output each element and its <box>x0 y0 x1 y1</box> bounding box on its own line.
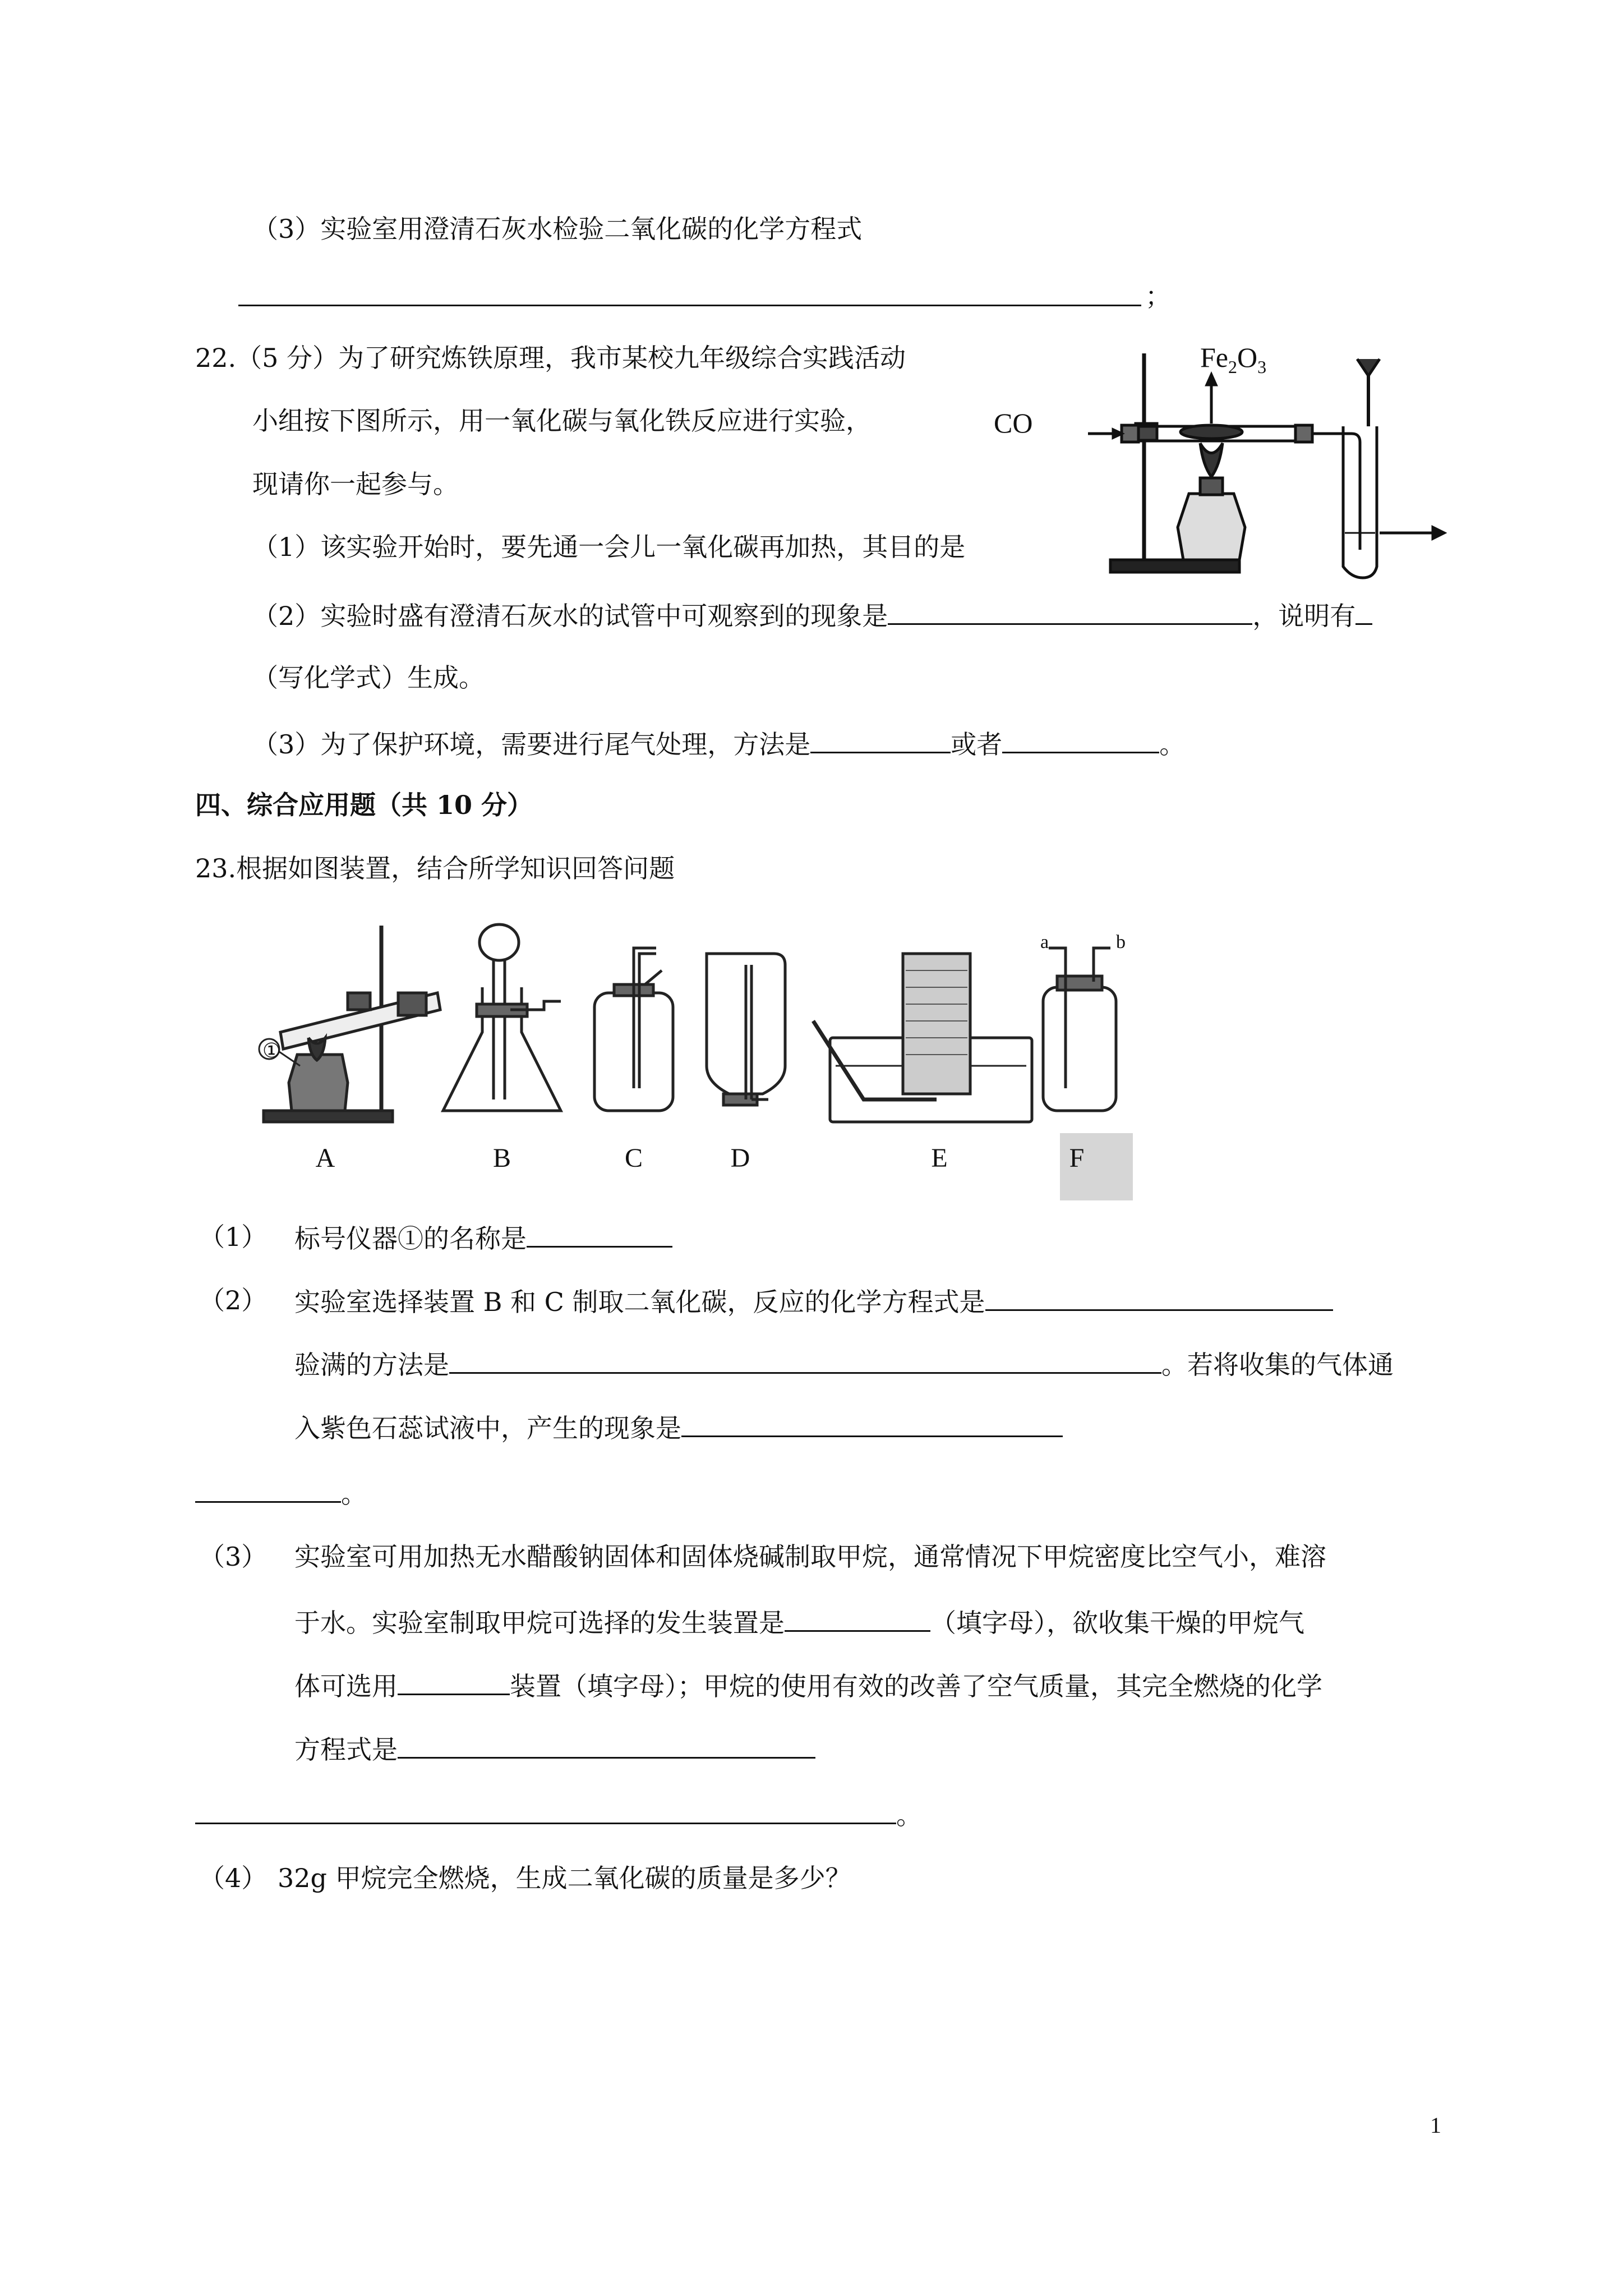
fe-symbol: Fe <box>1200 342 1228 373</box>
q22-item2-b: ，说明有 <box>1252 601 1356 631</box>
q23-item4: 32g 甲烷完全燃烧，生成二氧化碳的质量是多少？ <box>278 1863 851 1893</box>
q23-item2-row-a <box>294 1283 1333 1319</box>
q23-item3-row-e <box>195 1797 922 1832</box>
answer-blank[interactable] <box>985 1283 1333 1311</box>
label-a: A <box>315 1143 335 1173</box>
answer-blank[interactable] <box>398 1668 510 1695</box>
q23-item3-c1: 体可选用 <box>294 1671 398 1701</box>
q23-item1: 标号仪器①的名称是 <box>294 1223 527 1254</box>
q23-item2-b: 验满的方法是 <box>294 1350 449 1380</box>
alcohol-lamp <box>1178 494 1245 560</box>
q22-item2-a: （2）实验时盛有澄清石灰水的试管中可观察到的现象是 <box>252 601 888 631</box>
label-e: E <box>931 1143 948 1173</box>
q22-line2: 小组按下图所示，用一氧化碳与氧化铁反应进行实验， <box>252 406 872 436</box>
q23-stem: 23.根据如图装置，结合所学知识回答问题 <box>195 853 675 884</box>
q22-item2-row <box>252 597 1372 633</box>
answer-blank[interactable] <box>398 1731 815 1759</box>
q22-item3-row <box>252 726 1185 761</box>
stand-base <box>1110 560 1239 572</box>
q23-item1-num: （1） <box>199 1222 268 1252</box>
q23-item2-e: 。 <box>341 1479 367 1509</box>
q22-item2-c: （写化学式）生成。 <box>252 662 485 693</box>
answer-blank[interactable] <box>1002 726 1159 753</box>
q22-item3-a: （3）为了保护环境，需要进行尾气处理，方法是 <box>252 729 811 760</box>
q22-line3: 现请你一起参与。 <box>252 469 459 499</box>
q23-item3-e: 。 <box>896 1800 922 1830</box>
answer-blank[interactable] <box>681 1410 1063 1437</box>
q23-item2-a: 实验室选择装置 B 和 C 制取二氧化碳，反应的化学方程式是 <box>294 1287 985 1317</box>
circle-one-label: ① <box>262 1039 281 1062</box>
label-b: B <box>492 1143 511 1173</box>
port-b-label: b <box>1116 932 1126 953</box>
answer-blank[interactable] <box>888 597 1252 625</box>
q23-item3-d: 方程式是 <box>294 1734 398 1765</box>
answer-blank[interactable] <box>195 1797 896 1824</box>
page-number: 1 <box>1430 2113 1441 2138</box>
answer-blank[interactable] <box>195 1475 341 1503</box>
q23-item3-num: （3） <box>199 1542 268 1572</box>
q21-item3: （3）实验室用澄清石灰水检验二氧化碳的化学方程式 <box>252 214 863 244</box>
subscript: 2 <box>1228 357 1237 377</box>
answer-blank[interactable] <box>810 726 951 753</box>
label-f: F <box>1069 1143 1085 1173</box>
label-c: C <box>624 1143 643 1173</box>
answer-blank[interactable] <box>785 1604 930 1632</box>
q22-line1: 22.（5 分）为了研究炼铁原理，我市某校九年级综合实践活动 <box>195 343 906 373</box>
apparatus-e <box>813 954 1032 1122</box>
q23-item2-row-d <box>294 1410 1063 1445</box>
q23-item2-num: （2） <box>199 1285 268 1315</box>
q23-item2-row-e <box>195 1475 367 1511</box>
q23-item3-c2: 装置（填字母）；甲烷的使用有效的改善了空气质量，其完全燃烧的化学 <box>510 1671 1322 1701</box>
label-d: D <box>730 1143 750 1173</box>
subscript: 3 <box>1257 357 1267 377</box>
apparatus-d <box>707 954 785 1105</box>
answer-blank[interactable] <box>527 1220 672 1248</box>
q23-item3-row-d <box>294 1731 815 1766</box>
q23-item3-b1: 于水。实验室制取甲烷可选择的发生装置是 <box>294 1608 785 1638</box>
q22-item3-b: 或者 <box>951 729 1003 760</box>
apparatus-c <box>594 948 673 1111</box>
q23-item3-b2: （填字母），欲收集干燥的甲烷气 <box>930 1608 1304 1638</box>
q23-item2-d: 入紫色石蕊试液中，产生的现象是 <box>294 1413 681 1443</box>
q22-item1: （1）该实验开始时，要先通一会儿一氧化碳再加热，其目的是 <box>252 532 966 562</box>
q22-item3-c: 。 <box>1159 729 1186 760</box>
iron-oxide-powder <box>1181 425 1242 439</box>
co-label: CO <box>994 407 1033 439</box>
q23-item1-row <box>294 1220 672 1255</box>
iron-smelting-apparatus <box>1088 348 1447 583</box>
q23-item3-row-c <box>294 1668 1322 1703</box>
port-a-label: a <box>1040 932 1049 953</box>
apparatus-a <box>259 926 440 1122</box>
section-heading: 四、综合应用题（共 10 分） <box>195 790 533 820</box>
q23-item2-c: 。若将收集的气体通 <box>1161 1350 1394 1380</box>
o-symbol: O <box>1237 342 1258 373</box>
answer-blank[interactable] <box>449 1346 1161 1374</box>
flame <box>1200 443 1223 477</box>
answer-line[interactable] <box>238 305 1141 306</box>
q23-item3-a: 实验室可用加热无水醋酸钠固体和固体烧碱制取甲烷，通常情况下甲烷密度比空气小，难溶 <box>294 1542 1326 1572</box>
q23-item3-row-b <box>294 1604 1304 1640</box>
lab-apparatus-figure <box>247 920 1133 1200</box>
stopper <box>1295 425 1312 442</box>
apparatus-f <box>1043 948 1116 1111</box>
answer-blank[interactable] <box>1355 597 1372 625</box>
q23-item4-num: （4） <box>199 1863 268 1893</box>
q23-item2-row-b <box>294 1346 1394 1382</box>
apparatus-b <box>443 924 561 1111</box>
end-mark: ； <box>1145 281 1171 311</box>
